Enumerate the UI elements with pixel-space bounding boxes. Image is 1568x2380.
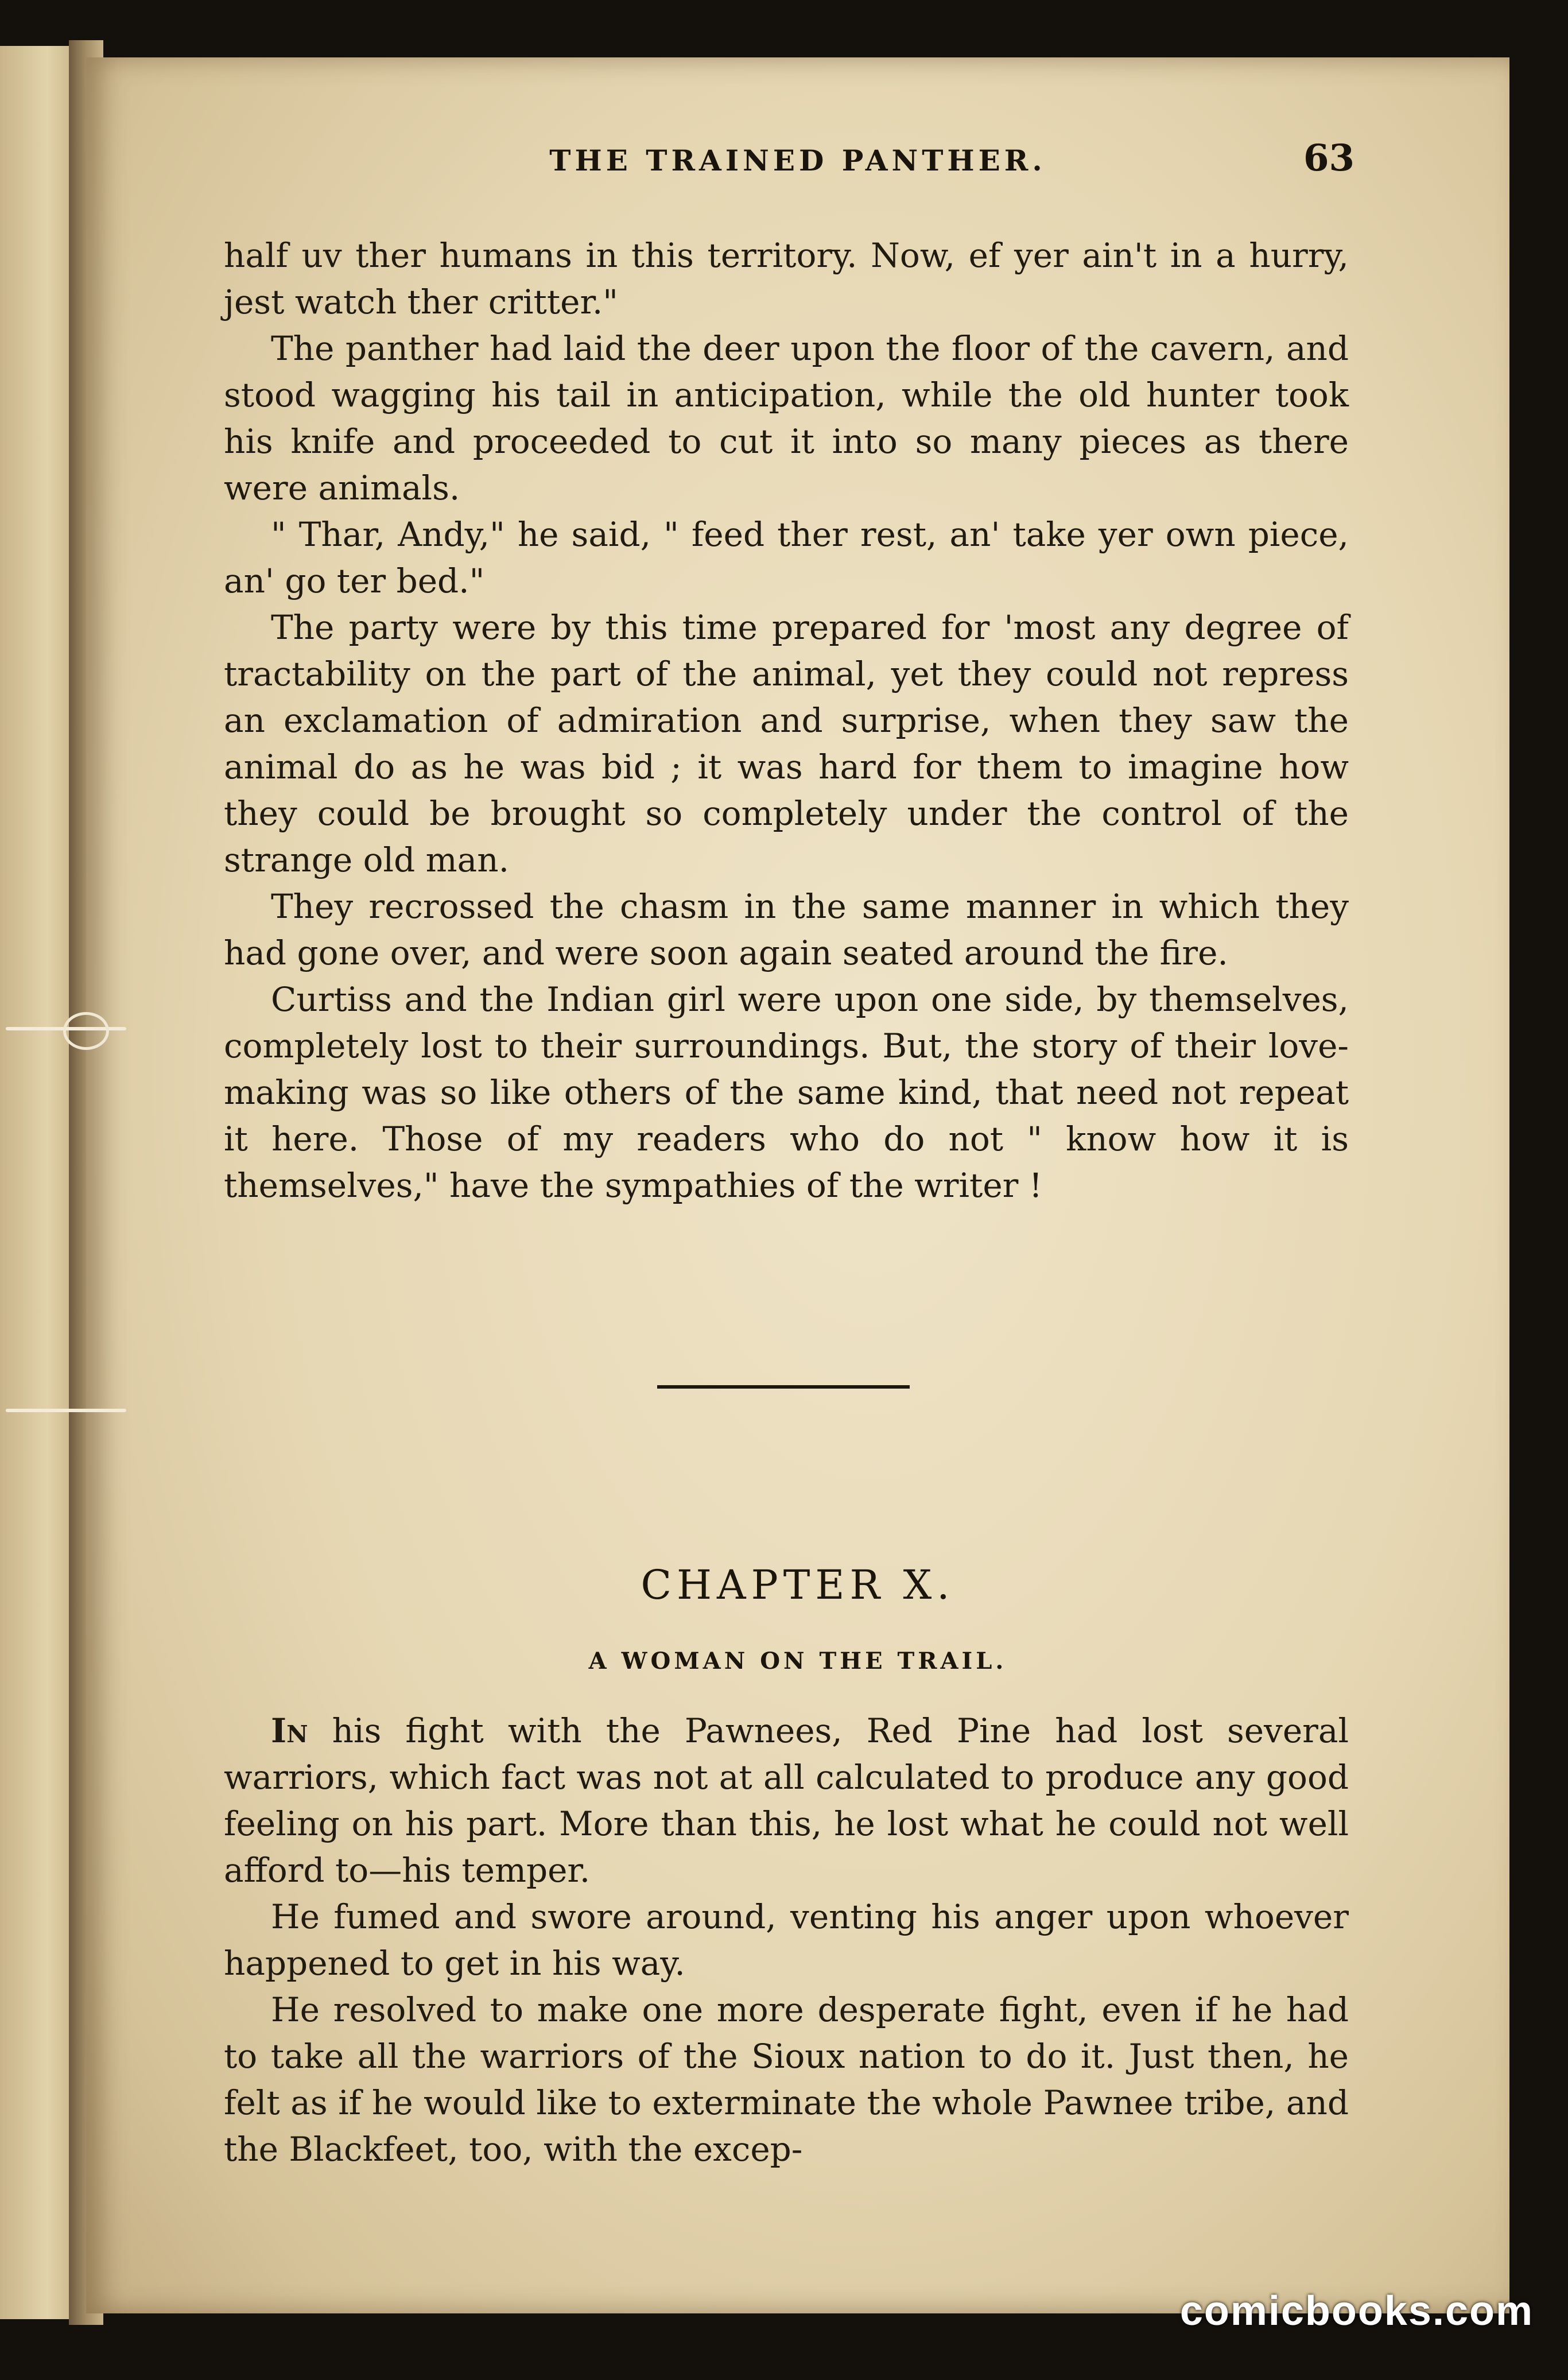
binding-stitch (0, 1007, 132, 1048)
chapter-subtitle: A WOMAN ON THE TRAIL. (588, 1648, 1007, 1674)
paragraph: The panther had laid the deer upon the floor of the cavern, and stood wagging his tail in anticipation, while the old hunter took his knife and proceeded to cut it into so many pieces as there were animals. (224, 329, 1349, 507)
paragraph: They recrossed the chasm in the same manner in which they had gone over, and were soon again seated around the fire. (224, 887, 1349, 972)
binding-stitch (0, 1389, 132, 1429)
paragraph: half uv ther humans in this territory. Now, ef yer ain't in a hurry, jest watch ther critter." (224, 236, 1349, 321)
book-page (86, 57, 1509, 2313)
section-divider-rule (657, 1385, 910, 1389)
paragraph: He resolved to make one more desperate fight, even if he had to take all the warriors of the Sioux nation to do it. Just then, he felt as if he would like to exterminate the whole Pawnee tribe, and the Blackfeet, too, with the excep- (224, 1990, 1349, 2169)
watermark: comicbooks.com (1179, 2288, 1534, 2334)
paragraph: Curtiss and the Indian girl were upon one side, by themselves, completely lost to their surroundings. But, the story of their love-making was so like others of the same kind, that need not repeat it here. Those of my readers who do not " know how it is themselves," have the sympathies of the writer ! (224, 980, 1349, 1205)
page-number: 63 (1303, 137, 1354, 180)
chapter-first-paragraph (224, 1708, 1349, 1894)
paragraph: The party were by this time prepared for 'most any degree of tractability on the part of the animal, yet they could not repress an exclamation of admiration and surprise, when they saw the animal do as he was bid ; it was hard for them to imagine how they could be brought so completely under the control of the strange old man. (224, 608, 1349, 879)
thread-loop (63, 1012, 109, 1050)
page-header (86, 137, 1509, 207)
paragraph: He fumed and swore around, venting his anger upon whoever happened to get in his way. (224, 1897, 1349, 1983)
running-head: THE TRAINED PANTHER. (549, 144, 1046, 177)
chapter-title: CHAPTER X. (641, 1561, 955, 1608)
body-text (224, 232, 1349, 1209)
paragraph-text: his fight with the Pawnees, Red Pine had lost several warriors, which fact was not at all calculated to produce any good feeling on his part. More than this, he lost what he could not well afford to—his temper. (224, 1711, 1349, 1890)
lead-word: In (271, 1711, 308, 1750)
chapter-text (224, 1708, 1349, 2173)
paragraph: " Thar, Andy," he said, " feed ther rest, an' take yer own piece, an' go ter bed." (224, 515, 1349, 600)
thread (6, 1409, 126, 1412)
